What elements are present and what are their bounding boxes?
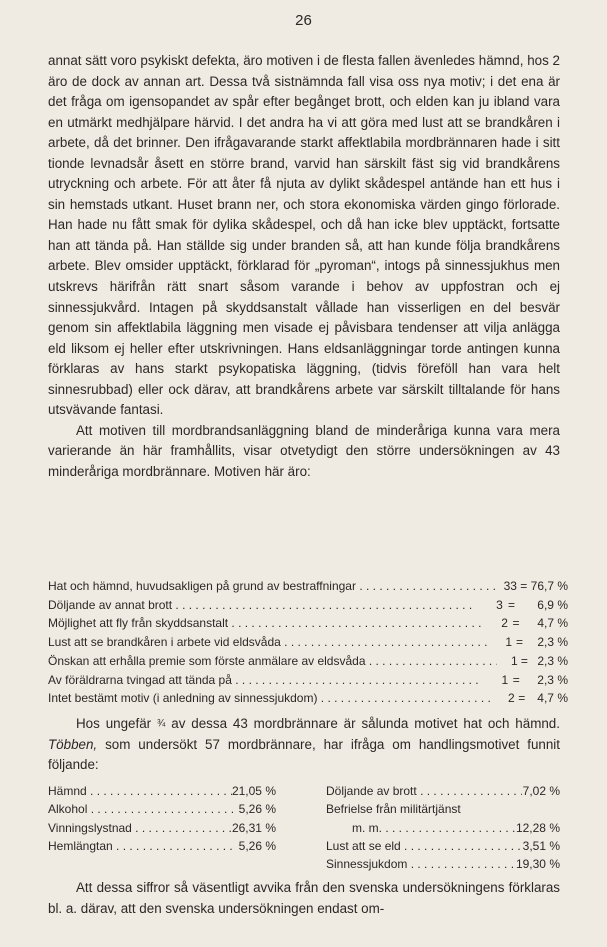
motive-count: 2: [501, 616, 508, 631]
motive-label: Lust att se brandkåren i arbete vid eldsvåda . . .: [48, 633, 489, 652]
equals-sign: =: [512, 616, 520, 631]
equals-sign: =: [518, 691, 526, 706]
motive-percent: 19,30 %: [515, 857, 560, 872]
fraction: ¾: [157, 718, 166, 729]
motive-count: 2: [507, 691, 515, 706]
body-text-middle: [48, 714, 560, 776]
table-row: [48, 652, 568, 671]
table-row: [326, 782, 560, 800]
motive-percent: 2,3 %: [537, 653, 568, 668]
motive-label: Sinnessjukdom . . .: [326, 855, 516, 873]
tobben-left-column: [48, 782, 276, 855]
motive-percent: 26,31 %: [231, 820, 276, 835]
motive-label: Döljande av brott . . .: [326, 782, 522, 800]
motive-label: Av föräldrarna tvingad att tända på . . .: [48, 671, 483, 690]
table-row: [48, 782, 276, 800]
motive-percent: 4,7 %: [537, 616, 568, 631]
paragraph-4: Att dessa siffror så väsentligt avvika från den svenska undersökningens förklaras bl. a. därav, att den svenska undersökningen endast om-: [48, 880, 560, 916]
table-row: [48, 614, 568, 633]
table-row: [48, 689, 568, 708]
equals-sign: =: [512, 672, 520, 687]
motive-percent: 5,26 %: [238, 802, 276, 817]
author-name: Többen,: [48, 736, 98, 752]
equals-sign: =: [507, 597, 515, 612]
motive-label: Vinningslystnad . . .: [48, 819, 232, 837]
table-row: [326, 837, 560, 855]
table-row: [326, 800, 560, 818]
table-row: [48, 837, 276, 855]
motive-count: 33: [503, 579, 517, 593]
equals-sign: =: [520, 579, 528, 593]
motive-percent: 2,3 %: [537, 672, 568, 687]
motive-label: Hämnd . . .: [48, 782, 232, 800]
motive-label: Befrielse från militärtjänst: [326, 802, 461, 817]
paragraph-3-end: som undersökt 57 mordbrännare, har ifråga om handlingsmotivet funnit följande:: [48, 736, 560, 773]
table-row: [48, 633, 568, 652]
motives-table: [48, 577, 568, 708]
motive-label: Hat och hämnd, huvudsakligen på grund av bestraffningar . . .: [48, 577, 496, 596]
table-row: [48, 596, 568, 615]
paragraph-3-start: Hos ungefär: [76, 716, 152, 731]
paragraph-3-middle: av dessa 43 mordbrännare är sålunda motivet hat och hämnd.: [171, 716, 560, 731]
motive-count: 1: [510, 653, 518, 668]
motive-percent: 12,28 %: [515, 820, 560, 835]
motive-percent: 2,3 %: [537, 635, 568, 650]
motive-label: Döljande av annat brott . . .: [48, 596, 476, 615]
paragraph-2: Att motiven till mordbrandsanläggning bland de minderåriga kunna vara mera varierande än här framhållits, visar otvetydigt den större undersökningen av 43 minderåriga mordbrännare. Motiven här äro:: [48, 422, 560, 479]
motive-label: Önskan att erhålla premie som förste anmälare av eldsvåda . . .: [48, 652, 497, 671]
equals-sign: =: [520, 653, 528, 668]
motive-label: Hemlängtan . . .: [48, 837, 237, 855]
motive-percent: 7,02 %: [522, 784, 560, 798]
table-row: [48, 819, 276, 837]
tobben-right-column: [326, 782, 560, 873]
motive-count: 1: [501, 672, 509, 687]
motive-count: 1: [505, 635, 513, 650]
motive-percent: 5,26 %: [238, 838, 276, 853]
motive-label: Intet bestämt motiv (i anledning av sinnessjukdom) . . .: [48, 689, 493, 708]
table-row: [48, 800, 276, 818]
paragraph-1: annat sätt voro psykiskt defekta, äro motiven i de flesta fallen ävenledes hämnd, hos 2 äro de dock av annan art. Dessa två sistnämnda fall visa oss nya motiv; i det ena är det fråga om igensopandet av spår efter begånget brott, och elden kan ju ibland vara en utmärkt medhjälpare härvid. I det andra ha vi att göra med lust att se brandkåren i arbete, då det brinner. Den ifrågavarande starkt affektlabila mordbrännaren hade i sitt tionde levnadsår åsett en större brand, varvid han särskilt fäst sig vid brandkårens utryckning och arbete. För att åter få njuta av dylikt skådespel antände han ett hus i sin hemstads utkant. Huset brann ner, och stora ekonomiska värden gingo förlorade. Han hade nu fått smak för dylika skådespel, och då han icke blev upptäckt, fortsatte han att tända på. Han ställde sig under branden så, att han kunde följa brandkårens arbete. Blev omsider upptäckt, förklarad för „pyroman“, intogs på sinnessjukhus men utskrevs härifrån rätt snart såsom varande i behov av uppfostran och ej sinnessjukvård. Intagen på skyddsanstalt vållade han visserligen en del besvär genom sin affektlabila läggning men visade ej påvisbara tendenser att vilja anlägga eld liksom ej heller efter utskrivningen. Hans eldsanläggningar torde antingen kunna förklaras av hans starkt psykopatiska läggning, (tidvis föreföll han vara helt sinnesrubbad) eller ock därav, att brandkårens arbete var särskilt tilltalande för hans utsvävande fantasi.: [48, 53, 560, 418]
table-row: [326, 819, 560, 837]
motive-label: m. m. . . .: [326, 819, 516, 837]
motive-label: Lust att se eld . . .: [326, 837, 521, 855]
motive-percent: 76,7 %: [530, 579, 568, 593]
motive-percent: 21,05 %: [231, 784, 276, 798]
motive-label: Möjlighet att fly från skyddsanstalt . . .: [48, 614, 483, 633]
body-text-top: [48, 51, 560, 482]
motive-percent: 4,7 %: [537, 691, 568, 706]
motive-percent: 6,9 %: [537, 597, 568, 612]
page-number: 26: [295, 12, 312, 29]
motive-count: 3: [496, 597, 503, 612]
motive-percent: 3,51 %: [522, 838, 560, 853]
body-text-bottom: [48, 878, 560, 919]
table-row: [326, 855, 560, 873]
equals-sign: =: [516, 635, 524, 650]
table-row: [48, 671, 568, 690]
paragraph-3: [48, 714, 560, 776]
motive-label: Alkohol . . .: [48, 800, 234, 818]
table-row: [48, 577, 568, 596]
